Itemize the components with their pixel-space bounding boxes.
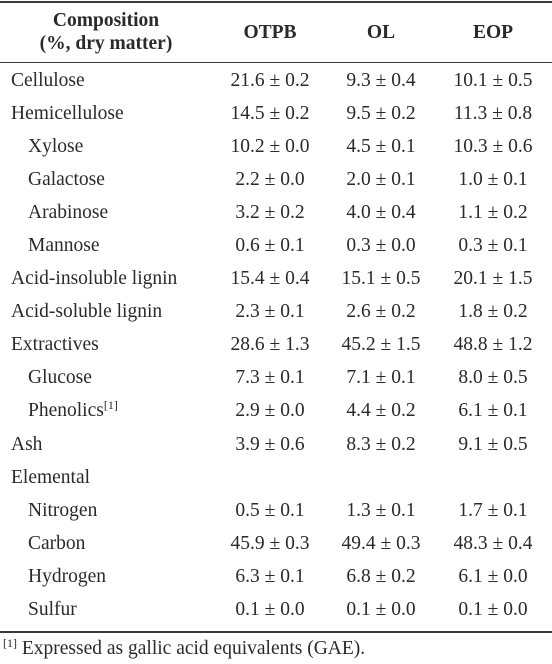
row-label-with-footnote <box>28 394 118 427</box>
cell-otpb: 0.5 ± 0.1 <box>235 499 305 521</box>
table-row <box>0 262 552 295</box>
table-row <box>0 229 552 262</box>
cell-ol: 2.6 ± 0.2 <box>346 301 416 323</box>
footnote-text: Expressed as gallic acid equivalents (GAE). <box>17 638 366 659</box>
row-label: Mannose <box>28 235 100 257</box>
cell-ol: 2.0 ± 0.1 <box>346 169 416 191</box>
table-row <box>0 196 552 229</box>
table-top-rule <box>0 1 552 3</box>
row-label: Acid-insoluble lignin <box>11 268 178 290</box>
row-label: Galactose <box>28 169 105 191</box>
header-composition <box>0 9 212 55</box>
cell-otpb: 2.9 ± 0.0 <box>235 400 305 422</box>
cell-otpb: 15.4 ± 0.4 <box>230 268 310 290</box>
table-row <box>0 295 552 328</box>
cell-otpb: 10.2 ± 0.0 <box>230 136 310 158</box>
row-label: Nitrogen <box>28 499 98 521</box>
cell-eop: 9.1 ± 0.5 <box>458 433 528 455</box>
cell-otpb: 3.9 ± 0.6 <box>235 433 305 455</box>
row-label: Elemental <box>11 466 91 488</box>
cell-otpb: 3.2 ± 0.2 <box>235 202 305 224</box>
cell-otpb: 28.6 ± 1.3 <box>230 334 310 356</box>
cell-eop: 6.1 ± 0.1 <box>458 400 528 422</box>
table-row <box>0 361 552 394</box>
cell-ol: 15.1 ± 0.5 <box>341 268 421 290</box>
cell-otpb: 0.1 ± 0.0 <box>235 598 305 620</box>
table-body <box>0 64 552 626</box>
row-label: Cellulose <box>11 70 85 91</box>
table-row <box>0 163 552 196</box>
table-row <box>0 97 552 130</box>
table-row <box>0 130 552 163</box>
cell-ol: 7.1 ± 0.1 <box>346 367 416 389</box>
cell-eop: 10.3 ± 0.6 <box>453 136 533 158</box>
cell-ol: 6.8 ± 0.2 <box>346 565 416 587</box>
footnote-marker: [1] <box>103 398 118 413</box>
row-label: Carbon <box>28 532 86 554</box>
table-footnote <box>3 637 365 661</box>
cell-eop: 0.3 ± 0.1 <box>458 235 528 257</box>
row-label: Extractives <box>11 334 99 356</box>
cell-otpb: 45.9 ± 0.3 <box>230 532 310 554</box>
table-row <box>0 394 552 427</box>
table-row <box>0 428 552 461</box>
cell-eop: 6.1 ± 0.0 <box>458 565 528 587</box>
cell-eop: 20.1 ± 1.5 <box>453 268 533 290</box>
cell-eop: 1.0 ± 0.1 <box>458 169 528 191</box>
cell-ol: 4.0 ± 0.4 <box>346 202 416 224</box>
cell-eop: 48.3 ± 0.4 <box>453 532 533 554</box>
row-label: Hydrogen <box>28 565 106 587</box>
header-composition-line1: Composition <box>52 10 160 31</box>
cell-otpb: 14.5 ± 0.2 <box>230 103 310 125</box>
row-label: Ash <box>11 433 43 455</box>
row-label: Hemicellulose <box>11 103 124 125</box>
cell-otpb: 7.3 ± 0.1 <box>235 367 305 389</box>
cell-ol: 8.3 ± 0.2 <box>346 433 416 455</box>
table-row <box>0 527 552 560</box>
cell-ol: 4.4 ± 0.2 <box>346 400 416 422</box>
cell-otpb: 2.3 ± 0.1 <box>235 301 305 323</box>
row-label: Acid-soluble lignin <box>11 301 163 323</box>
cell-ol: 9.3 ± 0.4 <box>346 70 416 91</box>
cell-otpb: 2.2 ± 0.0 <box>235 169 305 191</box>
cell-eop: 1.8 ± 0.2 <box>458 301 528 323</box>
table-row <box>0 593 552 626</box>
row-label: Phenolics <box>28 400 104 422</box>
row-label: Sulfur <box>28 598 77 620</box>
cell-otpb: 21.6 ± 0.2 <box>230 70 310 91</box>
table-bottom-rule <box>0 631 552 633</box>
cell-eop: 1.1 ± 0.2 <box>458 202 528 224</box>
cell-ol: 0.1 ± 0.0 <box>346 598 416 620</box>
row-label: Arabinose <box>28 202 109 224</box>
table-row <box>0 64 552 97</box>
cell-eop: 8.0 ± 0.5 <box>458 367 528 389</box>
cell-ol: 45.2 ± 1.5 <box>341 334 421 356</box>
row-label: Glucose <box>28 367 92 389</box>
cell-eop: 0.1 ± 0.0 <box>458 598 528 620</box>
table-row <box>0 560 552 593</box>
row-label: Xylose <box>28 136 84 158</box>
footnote-marker: [1] <box>3 636 17 650</box>
cell-eop: 1.7 ± 0.1 <box>458 499 528 521</box>
header-ol: OL <box>366 22 396 43</box>
cell-otpb: 6.3 ± 0.1 <box>235 565 305 587</box>
cell-otpb: 0.6 ± 0.1 <box>235 235 305 257</box>
cell-eop: 10.1 ± 0.5 <box>453 70 533 91</box>
header-eop: EOP <box>472 22 514 43</box>
cell-ol: 9.5 ± 0.2 <box>346 103 416 125</box>
header-rule <box>0 62 552 63</box>
header-otpb: OTPB <box>243 22 297 43</box>
table-header <box>0 4 552 62</box>
table-row <box>0 494 552 527</box>
cell-eop: 48.8 ± 1.2 <box>453 334 533 356</box>
table-row <box>0 328 552 361</box>
cell-eop: 11.3 ± 0.8 <box>453 103 533 125</box>
table-row <box>0 461 552 494</box>
cell-ol: 49.4 ± 0.3 <box>341 532 421 554</box>
cell-ol: 1.3 ± 0.1 <box>346 499 416 521</box>
cell-ol: 0.3 ± 0.0 <box>346 235 416 257</box>
cell-ol: 4.5 ± 0.1 <box>346 136 416 158</box>
header-composition-line2: (%, dry matter) <box>39 33 173 54</box>
